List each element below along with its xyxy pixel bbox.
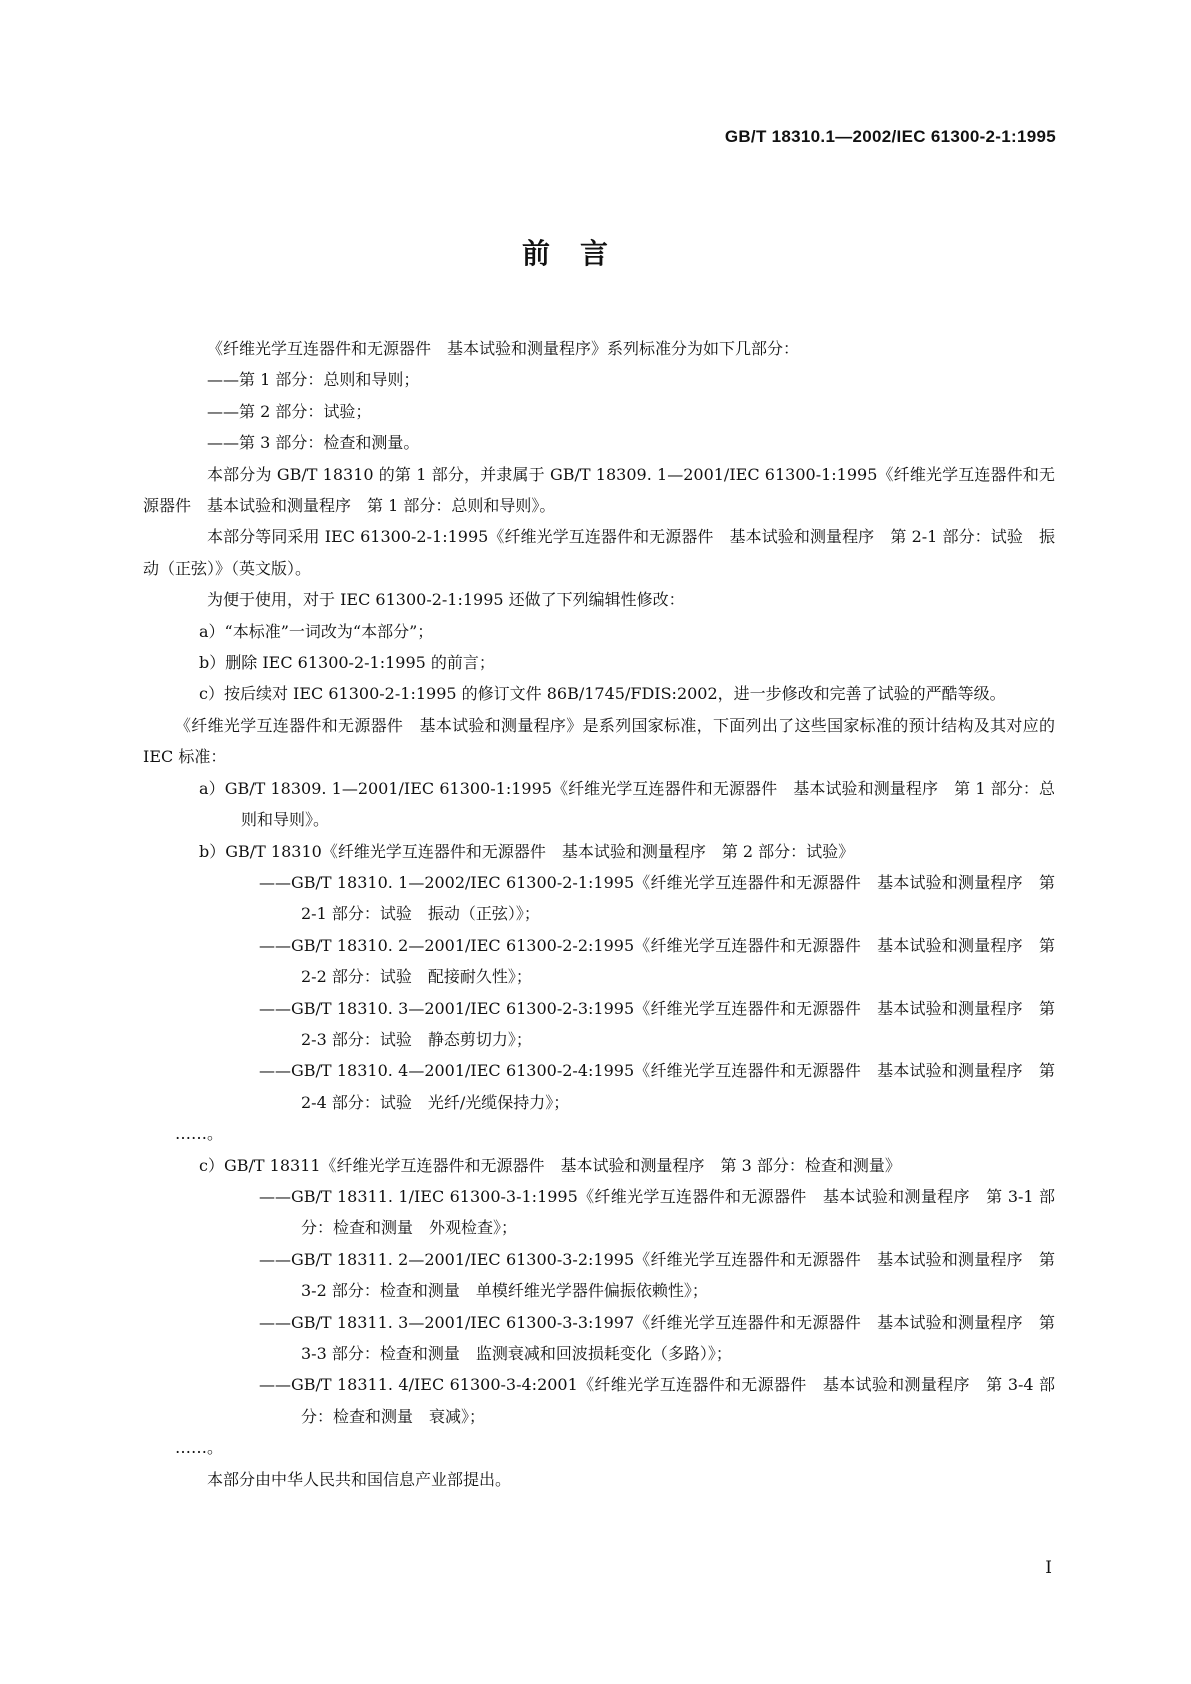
- series-item: c）GB/T 18311《纤维光学互连器件和无源器件 基本试验和测量程序 第 3 部分：检查和测量》: [199, 1155, 901, 1175]
- adopt-paragraph: 本部分等同采用 IEC 61300-2-1:1995《纤维光学互连器件和无源器件 基本试验和测量程序 第 2-1 部分：试验 振动（正弦）》（英文版）。: [143, 527, 1055, 578]
- edit-item: c）按后续对 IEC 61300-2-1:1995 的修订文件 86B/1745/FDIS:2002，进一步修改和完善了试验的严酷等级。: [199, 684, 1006, 704]
- foreword-body: [143, 333, 1055, 1495]
- standard-entry: ——GB/T 18310. 4—2001/IEC 61300-2-4:1995《纤维光学互连器件和无源器件 基本试验和测量程序 第 2-4 部分：试验 光纤/光缆保持力》；: [259, 1061, 1055, 1112]
- ellipsis: ……。: [175, 1438, 224, 1458]
- series-item: b）GB/T 18310《纤维光学互连器件和无源器件 基本试验和测量程序 第 2 部分：试验》: [199, 841, 855, 861]
- standard-entry: ——GB/T 18310. 1—2002/IEC 61300-2-1:1995《纤维光学互连器件和无源器件 基本试验和测量程序 第 2-1 部分：试验 振动（正弦）》；: [259, 872, 1055, 924]
- standard-entry: ——GB/T 18311. 3—2001/IEC 61300-3-3:1997《纤维光学互连器件和无源器件 基本试验和测量程序 第 3-3 部分：检查和测量 监测衰减和回波损耗变化（多路）》；: [259, 1312, 1055, 1363]
- series-item: a）GB/T 18309. 1—2001/IEC 61300-1:1995《纤维光学互连器件和无源器件 基本试验和测量程序 第 1 部分：总则和导则》。: [199, 778, 1055, 830]
- edit-item: b）删除 IEC 61300-2-1:1995 的前言；: [199, 653, 495, 673]
- intro-paragraph: 《纤维光学互连器件和无源器件 基本试验和测量程序》系列标准分为如下几部分：: [207, 339, 800, 358]
- standard-entry: ——GB/T 18311. 1/IEC 61300-3-1:1995《纤维光学互连器件和无源器件 基本试验和测量程序 第 3-1 部分：检查和测量 外观检查》；: [259, 1186, 1055, 1238]
- part-list-item: ——第 2 部分：试验；: [207, 401, 372, 421]
- standard-code-header: GB/T 18310.1—2002/IEC 61300-2-1:1995: [724, 127, 1056, 146]
- ellipsis: ……。: [175, 1124, 224, 1144]
- edit-item: a）“本标准”一词改为“本部分”；: [199, 621, 434, 641]
- page-number: I: [1045, 1558, 1052, 1578]
- page-title: 前言: [521, 237, 638, 270]
- series-paragraph: 《纤维光学互连器件和无源器件 基本试验和测量程序》是系列国家标准，下面列出了这些国家标准的预计结构及其对应的 IEC 标准：: [143, 715, 1055, 767]
- edit-paragraph: 为便于使用，对于 IEC 61300-2-1:1995 还做了下列编辑性修改：: [207, 590, 685, 610]
- standard-entry: ——GB/T 18311. 4/IEC 61300-3-4:2001《纤维光学互连器件和无源器件 基本试验和测量程序 第 3-4 部分：检查和测量 衰减》；: [259, 1375, 1055, 1426]
- part-list-item: ——第 3 部分：检查和测量。: [207, 433, 420, 453]
- standard-entry: ——GB/T 18310. 2—2001/IEC 61300-2-2:1995《纤维光学互连器件和无源器件 基本试验和测量程序 第 2-2 部分：试验 配接耐久性》；: [259, 935, 1055, 987]
- standard-entry: ——GB/T 18311. 2—2001/IEC 61300-3-2:1995《纤维光学互连器件和无源器件 基本试验和测量程序 第 3-2 部分：检查和测量 单模纤维光学器件偏振依赖性》；: [259, 1249, 1055, 1301]
- belongs-paragraph: 本部分为 GB/T 18310 的第 1 部分，并隶属于 GB/T 18309. 1—2001/IEC 61300-1:1995《纤维光学互连器件和无源器件 基本试验和测量程序 第 1 部分：总则和导则》。: [143, 464, 1055, 516]
- proposed-paragraph: 本部分由中华人民共和国信息产业部提出。: [207, 1469, 512, 1489]
- standard-entry: ——GB/T 18310. 3—2001/IEC 61300-2-3:1995《纤维光学互连器件和无源器件 基本试验和测量程序 第 2-3 部分：试验 静态剪切力》；: [259, 998, 1055, 1049]
- part-list-item: ——第 1 部分：总则和导则；: [207, 370, 420, 390]
